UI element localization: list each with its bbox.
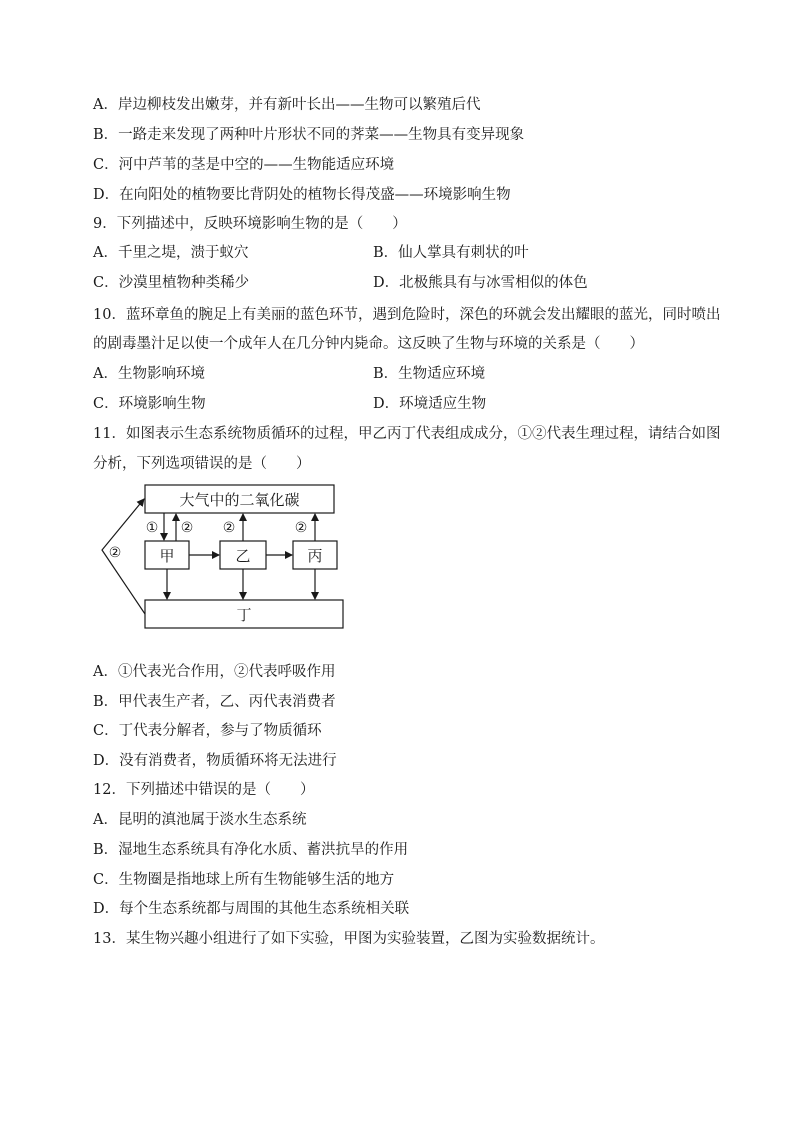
q12-option-c: C．生物圈是指地球上所有生物能够生活的地方 (93, 872, 395, 888)
q9-stem: 9．下列描述中，反映环境影响生物的是（ ） (93, 216, 407, 232)
carbon-cycle-diagram (98, 480, 358, 636)
q10-stem-line1: 10．蓝环章鱼的腕足上有美丽的蓝色环节，遇到危险时，深色的环就会发出耀眼的蓝光，同时喷出 (93, 307, 721, 323)
yi-label: 乙 (235, 547, 251, 565)
q10-option-a: A．生物影响环境 (93, 366, 205, 382)
mark-2-ding: ② (108, 545, 122, 561)
q8-option-d: D．在向阳处的植物要比背阴处的植物长得茂盛——环境影响生物 (93, 187, 511, 203)
mark-2-yi: ② (222, 520, 236, 536)
q12-option-b: B．湿地生态系统具有净化水质、蓄洪抗旱的作用 (93, 842, 409, 858)
q11-option-c: C．丁代表分解者，参与了物质循环 (93, 723, 322, 739)
q10-option-c: C．环境影响生物 (93, 396, 206, 412)
jia-label: 甲 (159, 547, 175, 565)
q8-option-a: A．岸边柳枝发出嫩芽，并有新叶长出——生物可以繁殖后代 (93, 97, 481, 113)
q11-option-d: D．没有消费者，物质循环将无法进行 (93, 753, 337, 769)
q9-option-b: B．仙人掌具有刺状的叶 (373, 245, 529, 261)
q10-option-d: D．环境适应生物 (373, 396, 487, 412)
q8-option-c: C．河中芦苇的茎是中空的——生物能适应环境 (93, 157, 395, 173)
q9-option-a: A．千里之堤，溃于蚁穴 (93, 245, 249, 261)
q11-option-b: B．甲代表生产者，乙、丙代表消费者 (93, 694, 336, 710)
bing-label: 丙 (307, 547, 323, 565)
q11-stem-line1: 11．如图表示生态系统物质循环的过程，甲乙丙丁代表组成成分，①②代表生理过程，请结合如图 (93, 426, 721, 442)
q9-option-c: C．沙漠里植物种类稀少 (93, 275, 250, 291)
q10-option-b: B．生物适应环境 (373, 366, 486, 382)
mark-2-jia: ② (180, 520, 194, 536)
ding-label: 丁 (236, 606, 252, 624)
mark-2-bing: ② (294, 520, 308, 536)
q12-stem: 12．下列描述中错误的是（ ） (93, 782, 315, 798)
atmosphere-co2-label: 大气中的二氧化碳 (179, 491, 300, 509)
q12-option-a: A．昆明的滇池属于淡水生态系统 (93, 812, 307, 828)
q9-option-d: D．北极熊具有与冰雪相似的体色 (373, 275, 588, 291)
q11-option-a: A．①代表光合作用，②代表呼吸作用 (93, 664, 336, 680)
mark-1-photosynthesis: ① (145, 520, 159, 536)
q12-option-d: D．每个生态系统都与周围的其他生态系统相关联 (93, 901, 410, 917)
q13-stem: 13．某生物兴趣小组进行了如下实验，甲图为实验装置，乙图为实验数据统计。 (93, 931, 605, 947)
q11-stem-line2: 分析，下列选项错误的是（ ） (93, 456, 311, 472)
q8-option-b: B．一路走来发现了两种叶片形状不同的荠菜——生物具有变异现象 (93, 127, 525, 143)
q10-stem-line2: 的剧毒墨汁足以使一个成年人在几分钟内毙命。这反映了生物与环境的关系是（ ） (93, 336, 644, 352)
